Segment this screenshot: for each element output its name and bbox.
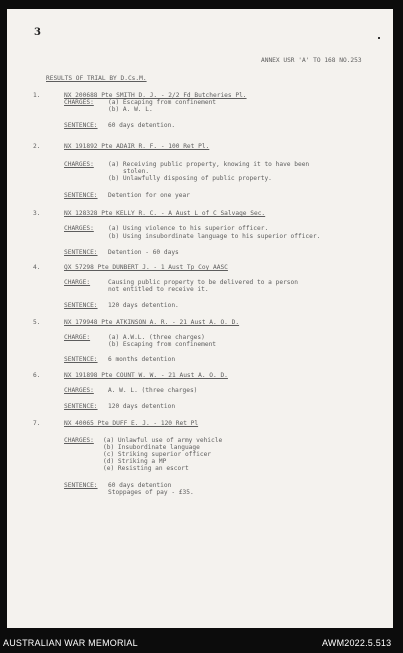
paper-speck [378, 37, 380, 39]
charge-line: A. W. L. (three charges) [108, 387, 198, 394]
entry-number: 7. [33, 420, 41, 427]
charge-line: (a) Escaping from confinement [108, 99, 217, 106]
sentence-text: 120 days detention [108, 403, 176, 410]
sentence-text: 60 days detention. [108, 122, 176, 129]
charges-label: CHARGES: [64, 225, 94, 232]
entry-number: 4. [33, 264, 41, 271]
charge-line: (b) A. W. L. [108, 106, 153, 113]
charges-label: CHARGES: [64, 161, 94, 168]
entry-number: 6. [33, 372, 41, 379]
sentence-label: SENTENCE: [64, 249, 98, 256]
charge-line: (a) Receiving public property, knowing it to have been [108, 161, 310, 168]
sentence-label: SENTENCE: [64, 302, 98, 309]
sentence-label: SENTENCE: [64, 192, 98, 199]
charge-line: (a) Unlawful use of army vehicle [103, 437, 223, 444]
charge-line: (b) Insubordinate language [103, 444, 200, 451]
charge-line: (a) A.W.L. (three charges) [108, 334, 205, 341]
entry-number: 1. [33, 92, 41, 99]
charge-line: (b) Unlawfully disposing of public property. [108, 175, 272, 182]
entry-name: NX 179948 Pte ATKINSON A. R. - 21 Aust A. O. D. [64, 319, 240, 326]
charge-line: stolen. [123, 168, 150, 175]
charges-label: CHARGES: [64, 437, 94, 444]
charge-line: (b) Using insubordinate language to his superior officer. [108, 233, 321, 240]
charge-line: (d) Striking a MP [103, 458, 167, 465]
charge-line: (a) Using violence to his superior officer. [108, 225, 269, 232]
sentence-label: SENTENCE: [64, 122, 98, 129]
charges-label: CHARGE: [64, 334, 91, 341]
sentence-text: 60 days detention [108, 482, 172, 489]
catalogue-number: AWM2022.5.513 [322, 638, 392, 648]
sentence-text: Detention for one year [108, 192, 190, 199]
entry-number: 2. [33, 143, 41, 150]
annex-reference: ANNEX USR 'A' TO 168 NO.253 [261, 57, 362, 64]
entry-name: NX 191898 Pte COUNT W. W. - 21 Aust A. O. D. [64, 372, 228, 379]
sentence-text: 6 months detention [108, 356, 176, 363]
charges-label: CHARGE: [64, 279, 91, 286]
entry-number: 5. [33, 319, 41, 326]
handwritten-mark: 3 [34, 27, 41, 38]
entry-name: NX 128328 Pte KELLY R. C. - A Aust L of C Salvage Sec. [64, 210, 266, 217]
document-heading: RESULTS OF TRIAL BY D.Cs.M. [46, 75, 147, 82]
charges-label: CHARGES: [64, 387, 94, 394]
entry-name: NX 200688 Pte SMITH D. J. - 2/2 Fd Butcheries Pl. [64, 92, 247, 99]
charge-line: not entitled to receive it. [108, 286, 209, 293]
entry-name: QX 57298 Pte DUNBERT J. - 1 Aust Tp Coy AASC [64, 264, 228, 271]
sentence-text: 120 days detention. [108, 302, 179, 309]
charge-line: (c) Striking superior officer [103, 451, 212, 458]
archive-name: AUSTRALIAN WAR MEMORIAL [3, 638, 138, 648]
charge-line: Causing public property to be delivered to a person [108, 279, 298, 286]
sentence-label: SENTENCE: [64, 403, 98, 410]
charge-line: (e) Resisting an escort [103, 465, 189, 472]
sentence-label: SENTENCE: [64, 482, 98, 489]
charge-line: (b) Escaping from confinement [108, 341, 217, 348]
sentence-label: SENTENCE: [64, 356, 98, 363]
charges-label: CHARGES: [64, 99, 94, 106]
sentence-extra: Stoppages of pay - £35. [108, 489, 194, 496]
entry-name: NX 40065 Pte DUFF E. J. - 120 Ret Pl [64, 420, 199, 427]
sentence-text: Detention - 60 days [108, 249, 179, 256]
entry-number: 3. [33, 210, 41, 217]
entry-name: NX 191892 Pte ADAIR R. F. - 100 Ret Pl. [64, 143, 210, 150]
